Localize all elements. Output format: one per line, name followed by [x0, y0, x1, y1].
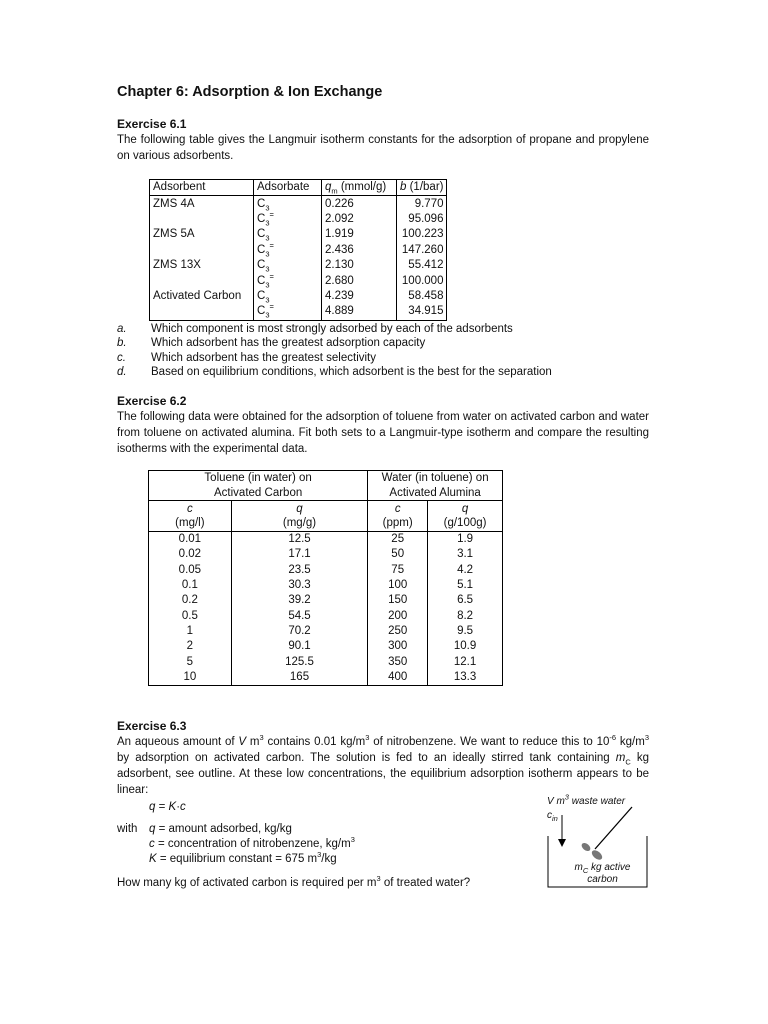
toluene-isotherm-table	[148, 470, 503, 686]
table-cell: 400	[368, 670, 428, 686]
diagram-label-carbon: $m_C$ kg active carbon	[574, 862, 631, 885]
exercise-6-3-question: How many kg of activated carbon is required per $m^3$ of treated water?	[117, 874, 471, 889]
header-c-mgl: c (mg/l)	[149, 501, 232, 532]
cell-qm: 2.680	[322, 273, 397, 288]
table-cell: 39.2	[231, 593, 368, 608]
cell-adsorbent: ZMS 13X	[150, 258, 254, 273]
cell-qm: 1.919	[322, 227, 397, 242]
table-row	[149, 532, 503, 548]
table-cell: 0.5	[181, 609, 198, 622]
question-letter: a.	[117, 323, 127, 335]
exercise-6-2-title: Exercise 6.2	[117, 394, 187, 408]
stirrer-shaft	[595, 807, 632, 849]
question-text: Based on equilibrium conditions, which adsorbent is the best for the separation	[151, 365, 552, 378]
table-row	[150, 273, 447, 288]
stirrer-blade-right	[590, 848, 604, 861]
table-cell: 30.3	[231, 578, 368, 593]
table-row	[149, 608, 503, 623]
header-b: b (1/bar)	[397, 180, 447, 196]
cell-adsorbate: $C_3^=$	[254, 243, 322, 258]
table-row	[150, 258, 447, 273]
cell-b: 55.412	[408, 259, 444, 272]
table-cell: 0.2	[181, 594, 198, 607]
question-text: Which component is most strongly adsorbed by each of the adsorbents	[151, 323, 513, 335]
header-q-g100g: q (g/100g)	[428, 501, 503, 532]
table-cell: 0.02	[178, 548, 202, 561]
table-cell: 3.1	[428, 547, 503, 562]
table-cell: 300	[368, 639, 428, 654]
exercise-6-1-title: Exercise 6.1	[117, 117, 187, 131]
question-text: Which adsorbent has the greatest adsorption capacity	[151, 337, 426, 350]
cell-b: 100.000	[401, 274, 444, 287]
cell-adsorbent	[150, 243, 254, 258]
question-text: Which adsorbent has the greatest selectivity	[151, 351, 377, 364]
cell-adsorbent: ZMS 4A	[150, 196, 254, 212]
table-row	[150, 212, 447, 227]
header-q-mgg: q (mg/g)	[231, 501, 368, 532]
table-cell: 1.9	[428, 532, 503, 548]
table-row	[149, 578, 503, 593]
table-cell: 0.1	[181, 579, 198, 592]
table-cell: 125.5	[231, 654, 368, 669]
table-row	[149, 624, 503, 639]
cell-adsorbent	[150, 212, 254, 227]
header-c-ppm: c (ppm)	[368, 501, 428, 532]
table-column-header-row	[149, 501, 503, 532]
table-cell: 0.01	[178, 533, 202, 546]
table-row	[150, 227, 447, 242]
table-header-row	[150, 180, 447, 196]
table-cell: 50	[368, 547, 428, 562]
cell-adsorbate: $C_3$	[254, 227, 322, 242]
table-cell: 54.5	[231, 608, 368, 623]
question-letter: c.	[117, 351, 126, 364]
header-adsorbate: Adsorbate	[254, 180, 322, 196]
cell-b: 95.096	[408, 212, 444, 225]
table-row	[150, 196, 447, 212]
table-row	[149, 654, 503, 669]
table-cell: 1	[186, 624, 194, 637]
table-row	[150, 304, 447, 320]
header-adsorbent: Adsorbent	[150, 180, 254, 196]
definition-k: K = equilibrium constant = 675 $m^3/kg$	[149, 850, 337, 865]
table-cell: 6.5	[428, 593, 503, 608]
cell-adsorbent	[150, 273, 254, 288]
table-cell: 25	[368, 532, 428, 548]
table-cell: 8.2	[428, 608, 503, 623]
table-cell: 75	[368, 563, 428, 578]
table-row	[149, 593, 503, 608]
table-cell: 250	[368, 624, 428, 639]
table-cell: 13.3	[428, 670, 503, 686]
table-cell: 5	[186, 655, 194, 668]
isotherm-equation: q = K·c	[149, 801, 186, 813]
table-cell: 9.5	[428, 624, 503, 639]
cell-qm: 2.436	[322, 243, 397, 258]
question-letter: d.	[117, 365, 127, 378]
cell-adsorbate: $C_3$	[254, 196, 322, 212]
table-cell: 0.05	[178, 563, 202, 576]
table-cell: 90.1	[231, 639, 368, 654]
question-letter: b.	[117, 337, 127, 350]
table-cell: 150	[368, 593, 428, 608]
cell-adsorbate: $C_3$	[254, 258, 322, 273]
table-cell: 10	[183, 670, 197, 683]
table-cell: 2	[186, 640, 194, 653]
langmuir-constants-table	[149, 179, 447, 321]
cell-adsorbent	[150, 304, 254, 320]
cell-qm: 0.226	[322, 196, 397, 212]
table-row	[150, 289, 447, 304]
definition-c: c = concentration of nitrobenzene, $kg/m^3$	[149, 835, 355, 850]
group-activated-alumina: Water (in toluene) on Activated Alumina	[368, 471, 503, 501]
table-cell: 350	[368, 654, 428, 669]
cell-b: 34.915	[408, 305, 444, 318]
cell-b: 58.458	[408, 289, 444, 302]
stirrer-blade-left	[580, 841, 592, 852]
exercise-6-3-title: Exercise 6.3	[117, 719, 187, 733]
exercise-6-1-intro: The following table gives the Langmuir isotherm constants for the adsorption of propane and propylene on various adsorbents.	[117, 134, 649, 162]
cell-adsorbate: $C_3^=$	[254, 273, 322, 288]
table-row	[149, 563, 503, 578]
table-row	[149, 639, 503, 654]
cell-qm: 4.239	[322, 289, 397, 304]
group-activated-carbon: Toluene (in water) on Activated Carbon	[149, 471, 368, 501]
exercise-6-3-intro: An aqueous amount of V $m^3$ contains 0.01 $kg/m^3$ of nitrobenzene. We want to reduce this to $10^{-6}$ $kg/m^3$ by adsorption on activated carbon. The solution is fed to an ideally stirred tank containing $m_C$ kg adsorbent, see outline. At these low concentrations, the equilibrium adsorption isotherm appears to be linear:	[117, 733, 650, 796]
table-cell: 23.5	[231, 563, 368, 578]
diagram-label-waste-water: V $m^3$ waste water	[547, 792, 626, 807]
table-cell: 12.1	[428, 654, 503, 669]
table-cell: 4.2	[428, 563, 503, 578]
table-cell: 70.2	[231, 624, 368, 639]
cell-adsorbate: $C_3$	[254, 289, 322, 304]
table-row	[150, 243, 447, 258]
table-group-header-row	[149, 471, 503, 501]
table-cell: 100	[368, 578, 428, 593]
cell-qm: 2.092	[322, 212, 397, 227]
chapter-title: Chapter 6: Adsorption & Ion Exchange	[117, 84, 383, 100]
cell-adsorbent: ZMS 5A	[150, 227, 254, 242]
cell-b: 100.223	[401, 228, 444, 241]
table-cell: 5.1	[428, 578, 503, 593]
cell-adsorbate: $C_3^=$	[254, 304, 322, 320]
table-cell: 17.1	[231, 547, 368, 562]
cell-qm: 2.130	[322, 258, 397, 273]
cell-b: 147.260	[401, 243, 444, 256]
table-cell: 165	[231, 670, 368, 686]
cell-adsorbent: Activated Carbon	[150, 289, 254, 304]
header-qm: $q_m$ (mmol/g)	[322, 180, 397, 196]
table-row	[149, 670, 503, 686]
diagram-label-cin: $c_{in}$	[547, 810, 558, 823]
inlet-arrowhead	[558, 839, 566, 847]
definition-q: q = amount adsorbed, kg/kg	[149, 823, 292, 835]
table-cell: 200	[368, 608, 428, 623]
cell-qm: 4.889	[322, 304, 397, 320]
cell-b: 9.770	[414, 197, 444, 210]
table-cell: 10.9	[428, 639, 503, 654]
cell-adsorbate: $C_3^=$	[254, 212, 322, 227]
exercise-6-2-intro: The following data were obtained for the adsorption of toluene from water on activated carbon and water from toluene on activated alumina. Fit both sets to a Langmuir-type isotherm and compare the resulting isotherms with the experimental data.	[117, 411, 649, 455]
table-cell: 12.5	[231, 532, 368, 548]
table-row	[149, 547, 503, 562]
with-label: with	[117, 823, 138, 835]
